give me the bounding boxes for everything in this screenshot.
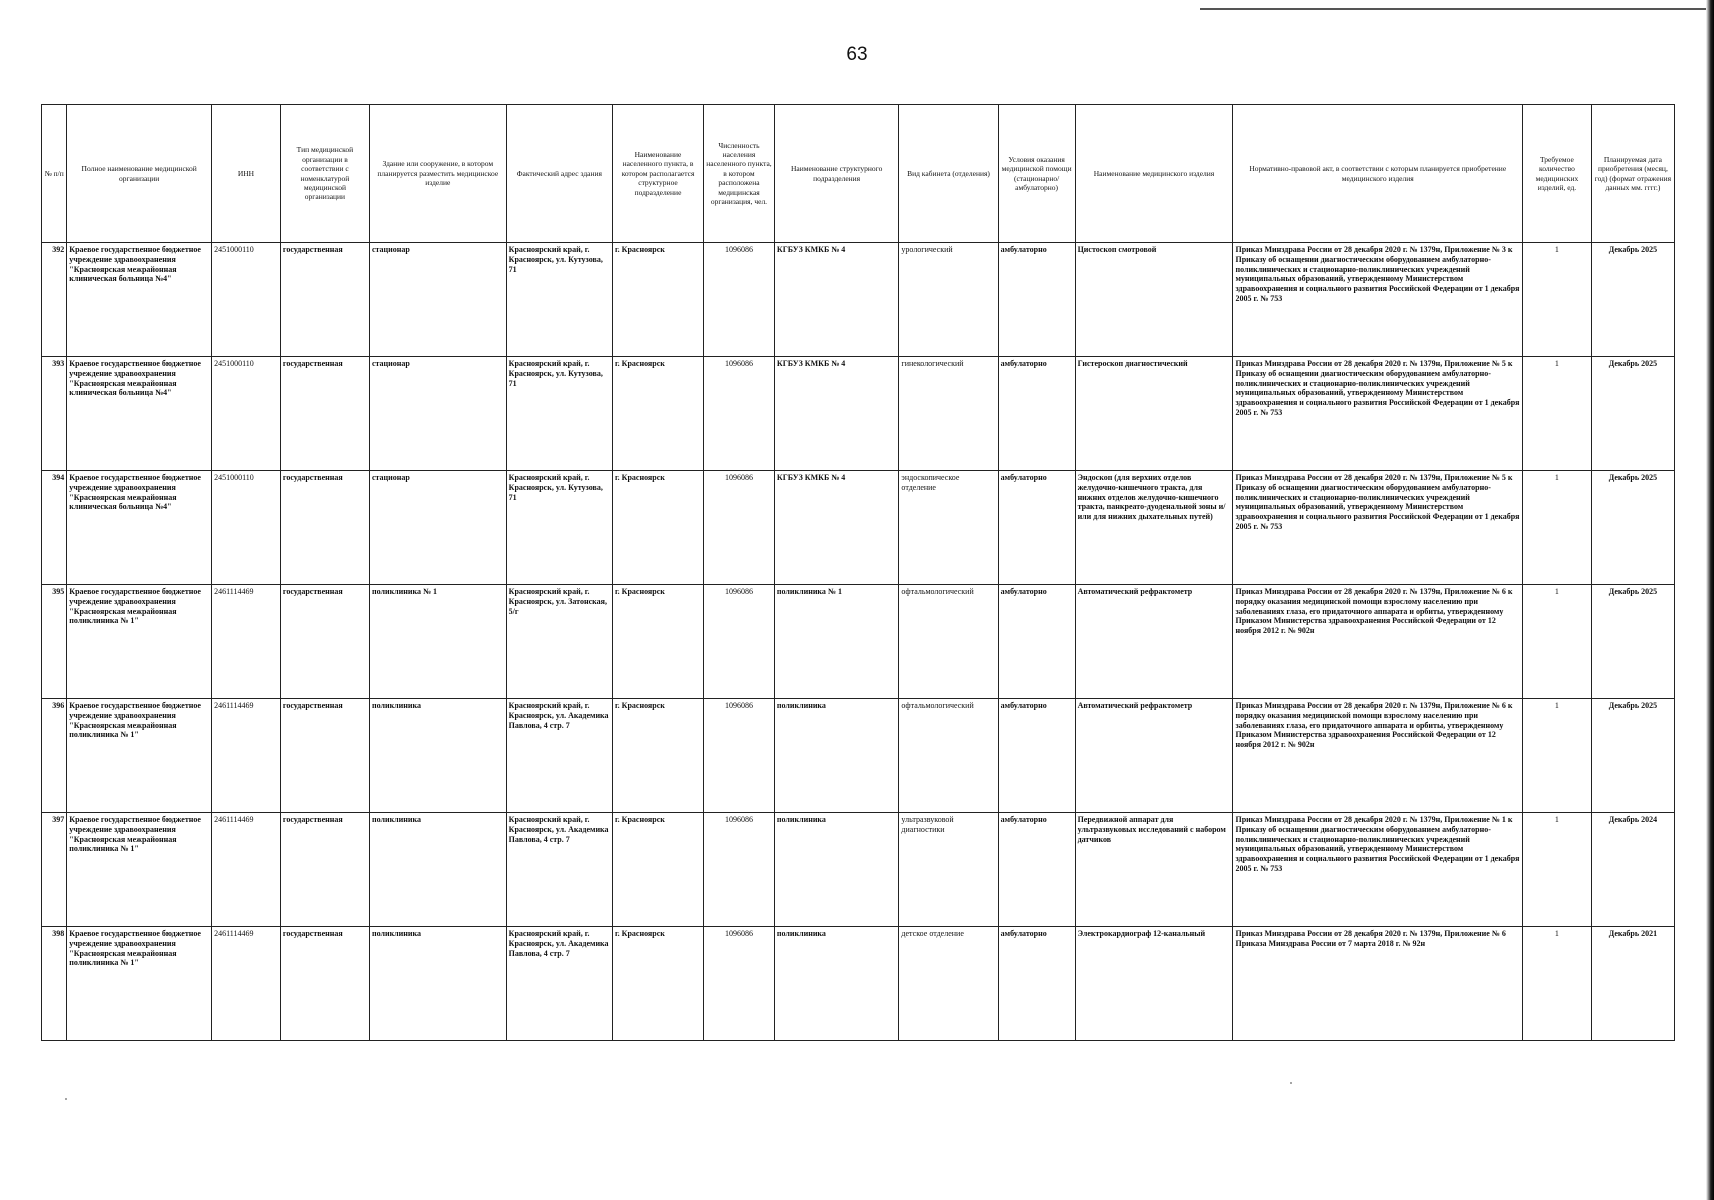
header-no: № п/п [42,105,67,243]
cell-org: Краевое государственное бюджетное учреждение здравоохранения "Красноярская межрайонная клиническая больница №4" [67,357,212,471]
cell-building: стационар [369,471,506,585]
cell-conditions: амбулаторно [998,813,1075,927]
cell-conditions: амбулаторно [998,927,1075,1041]
cell-address: Красноярский край, г. Красноярск, ул. Затонская, 5/г [506,585,612,699]
cell-unit: поликлиника [774,699,899,813]
cell-type: государственная [280,243,369,357]
cell-org: Краевое государственное бюджетное учреждение здравоохранения "Красноярская межрайонная поликлиника № 1" [67,585,212,699]
cell-type: государственная [280,699,369,813]
cell-device: Автоматический рефрактометр [1075,699,1233,813]
cell-inn: 2461114469 [212,585,281,699]
cell-address: Красноярский край, г. Красноярск, ул. Кутузова, 71 [506,243,612,357]
cell-org: Краевое государственное бюджетное учреждение здравоохранения "Красноярская межрайонная клиническая больница №4" [67,243,212,357]
cell-type: государственная [280,585,369,699]
cell-cabinet: эндоскопическое отделение [899,471,998,585]
cell-address: Красноярский край, г. Красноярск, ул. Кутузова, 71 [506,471,612,585]
cell-unit: КГБУЗ КМКБ № 4 [774,357,899,471]
cell-org: Краевое государственное бюджетное учреждение здравоохранения "Красноярская межрайонная поликлиника № 1" [67,699,212,813]
cell-act: Приказ Минздрава России от 28 декабря 2020 г. № 1379н, Приложение № 5 к Приказу об оснащении диагностическим оборудованием амбулаторно-поликлинических и стационарно-поликлинических учреждений муниципальных образований, утвержденному Министерством здравоохранения и социального развития Российской Федерации от 1 декабря 2005 г. № 753 [1233,471,1523,585]
header-conditions: Условия оказания медицинской помощи (стационарно/ амбулаторно) [998,105,1075,243]
cell-cabinet: детское отделение [899,927,998,1041]
cell-address: Красноярский край, г. Красноярск, ул. Кутузова, 71 [506,357,612,471]
cell-locality: г. Красноярск [612,813,703,927]
cell-no: 394 [42,471,67,585]
cell-locality: г. Красноярск [612,927,703,1041]
cell-locality: г. Красноярск [612,699,703,813]
cell-address: Красноярский край, г. Красноярск, ул. Академика Павлова, 4 стр. 7 [506,813,612,927]
cell-population: 1096086 [704,471,775,585]
cell-type: государственная [280,357,369,471]
cell-building: стационар [369,243,506,357]
page-number: 63 [846,44,868,65]
cell-device: Гистероскоп диагностический [1075,357,1233,471]
cell-conditions: амбулаторно [998,585,1075,699]
scan-edge-right [1706,0,1714,1200]
cell-qty: 1 [1523,699,1592,813]
cell-org: Краевое государственное бюджетное учреждение здравоохранения "Красноярская межрайонная клиническая больница №4" [67,471,212,585]
table-row [42,243,1675,357]
table-row [42,699,1675,813]
cell-date: Декабрь 2025 [1591,699,1674,813]
table-row [42,357,1675,471]
equipment-table [41,104,1675,1041]
cell-no: 398 [42,927,67,1041]
header-inn: ИНН [212,105,281,243]
cell-act: Приказ Минздрава России от 28 декабря 2020 г. № 1379н, Приложение № 6 Приказа Минздрава России от 7 марта 2018 г. № 92н [1233,927,1523,1041]
cell-building: стационар [369,357,506,471]
cell-qty: 1 [1523,813,1592,927]
cell-cabinet: ультразвуковой диагностики [899,813,998,927]
cell-date: Декабрь 2025 [1591,357,1674,471]
cell-org: Краевое государственное бюджетное учреждение здравоохранения "Красноярская межрайонная поликлиника № 1" [67,813,212,927]
cell-act: Приказ Минздрава России от 28 декабря 2020 г. № 1379н, Приложение № 6 к порядку оказания медицинской помощи взрослому населению при заболеваниях глаза, его придаточного аппарата и орбиты, утвержденному Приказом Министерства здравоохранения Российской Федерации от 12 ноября 2012 г. № 902н [1233,585,1523,699]
cell-no: 395 [42,585,67,699]
cell-inn: 2461114469 [212,927,281,1041]
cell-device: Эндоскоп (для верхних отделов желудочно-кишечного тракта, для нижних отделов желудочно-кишечного тракта, панкреато-дуоденальной зоны и/или для нижних дыхательных путей) [1075,471,1233,585]
cell-device: Цистоскоп смотровой [1075,243,1233,357]
cell-inn: 2451000110 [212,243,281,357]
header-locality: Наименование населенного пункта, в котором располагается структурное подразделение [612,105,703,243]
cell-act: Приказ Минздрава России от 28 декабря 2020 г. № 1379н, Приложение № 3 к Приказу об оснащении диагностическим оборудованием амбулаторно-поликлинических и стационарно-поликлинических учреждений муниципальных образований, утвержденному Министерством здравоохранения и социального развития Российской Федерации от 1 декабря 2005 г. № 753 [1233,243,1523,357]
cell-date: Декабрь 2025 [1591,243,1674,357]
cell-cabinet: урологический [899,243,998,357]
cell-inn: 2451000110 [212,357,281,471]
cell-act: Приказ Минздрава России от 28 декабря 2020 г. № 1379н, Приложение № 1 к Приказу об оснащении диагностическим оборудованием амбулаторно-поликлинических и стационарно-поликлинических учреждений муниципальных образований, утвержденному Министерством здравоохранения и социального развития Российской Федерации от 1 декабря 2005 г. № 753 [1233,813,1523,927]
cell-org: Краевое государственное бюджетное учреждение здравоохранения "Красноярская межрайонная поликлиника № 1" [67,927,212,1041]
cell-no: 396 [42,699,67,813]
cell-qty: 1 [1523,585,1592,699]
header-org: Полное наименование медицинской организации [67,105,212,243]
cell-no: 393 [42,357,67,471]
cell-building: поликлиника № 1 [369,585,506,699]
cell-unit: поликлиника [774,813,899,927]
cell-population: 1096086 [704,243,775,357]
header-building: Здание или сооружение, в котором планируется разместить медицинское изделие [369,105,506,243]
cell-unit: КГБУЗ КМКБ № 4 [774,243,899,357]
cell-building: поликлиника [369,927,506,1041]
cell-conditions: амбулаторно [998,243,1075,357]
cell-unit: поликлиника [774,927,899,1041]
cell-device: Электрокардиограф 12-канальный [1075,927,1233,1041]
cell-date: Декабрь 2025 [1591,585,1674,699]
cell-population: 1096086 [704,927,775,1041]
cell-cabinet: гинекологический [899,357,998,471]
header-unit: Наименование структурного подразделения [774,105,899,243]
cell-no: 397 [42,813,67,927]
scan-edge-top [1200,8,1714,10]
header-qty: Требуемое количество медицинских изделий, ед. [1523,105,1592,243]
header-type: Тип медицинской организации в соответствии с номенклатурой медицинской организации [280,105,369,243]
cell-qty: 1 [1523,927,1592,1041]
cell-type: государственная [280,813,369,927]
cell-address: Красноярский край, г. Красноярск, ул. Академика Павлова, 4 стр. 7 [506,927,612,1041]
cell-unit: КГБУЗ КМКБ № 4 [774,471,899,585]
cell-date: Декабрь 2021 [1591,927,1674,1041]
cell-cabinet: офтальмологический [899,585,998,699]
scan-speck [65,1098,67,1100]
cell-date: Декабрь 2024 [1591,813,1674,927]
cell-conditions: амбулаторно [998,471,1075,585]
cell-population: 1096086 [704,357,775,471]
cell-qty: 1 [1523,357,1592,471]
cell-locality: г. Красноярск [612,357,703,471]
cell-population: 1096086 [704,585,775,699]
cell-type: государственная [280,927,369,1041]
cell-qty: 1 [1523,243,1592,357]
header-cabinet: Вид кабинета (отделения) [899,105,998,243]
header-address: Фактический адрес здания [506,105,612,243]
cell-qty: 1 [1523,471,1592,585]
cell-locality: г. Красноярск [612,471,703,585]
header-device: Наименование медицинского изделия [1075,105,1233,243]
cell-inn: 2451000110 [212,471,281,585]
cell-locality: г. Красноярск [612,243,703,357]
table-row [42,585,1675,699]
scan-speck [1290,1082,1292,1084]
table-row [42,927,1675,1041]
table-row [42,471,1675,585]
cell-act: Приказ Минздрава России от 28 декабря 2020 г. № 1379н, Приложение № 6 к порядку оказания медицинской помощи взрослому населению при заболеваниях глаза, его придаточного аппарата и орбиты, утвержденному Приказом Министерства здравоохранения Российской Федерации от 12 ноября 2012 г. № 902н [1233,699,1523,813]
cell-cabinet: офтальмологический [899,699,998,813]
table-header-row [42,105,1675,243]
cell-building: поликлиника [369,699,506,813]
cell-locality: г. Красноярск [612,585,703,699]
cell-device: Передвижной аппарат для ультразвуковых исследований с набором датчиков [1075,813,1233,927]
cell-inn: 2461114469 [212,813,281,927]
cell-date: Декабрь 2025 [1591,471,1674,585]
table-row [42,813,1675,927]
cell-population: 1096086 [704,699,775,813]
cell-inn: 2461114469 [212,699,281,813]
cell-conditions: амбулаторно [998,699,1075,813]
cell-address: Красноярский край, г. Красноярск, ул. Академика Павлова, 4 стр. 7 [506,699,612,813]
header-date: Планируемая дата приобретения (месяц, год) (формат отражения данных мм. гггг.) [1591,105,1674,243]
header-act: Нормативно-правовой акт, в соответствии с которым планируется приобретение медицинского изделия [1233,105,1523,243]
cell-building: поликлиника [369,813,506,927]
cell-unit: поликлиника № 1 [774,585,899,699]
cell-device: Автоматический рефрактометр [1075,585,1233,699]
cell-type: государственная [280,471,369,585]
cell-population: 1096086 [704,813,775,927]
header-population: Численность населения населенного пункта, в котором расположена медицинская организация, чел. [704,105,775,243]
cell-no: 392 [42,243,67,357]
cell-conditions: амбулаторно [998,357,1075,471]
cell-act: Приказ Минздрава России от 28 декабря 2020 г. № 1379н, Приложение № 5 к Приказу об оснащении диагностическим оборудованием амбулаторно-поликлинических и стационарно-поликлинических учреждений муниципальных образований, утвержденному Министерством здравоохранения и социального развития Российской Федерации от 1 декабря 2005 г. № 753 [1233,357,1523,471]
